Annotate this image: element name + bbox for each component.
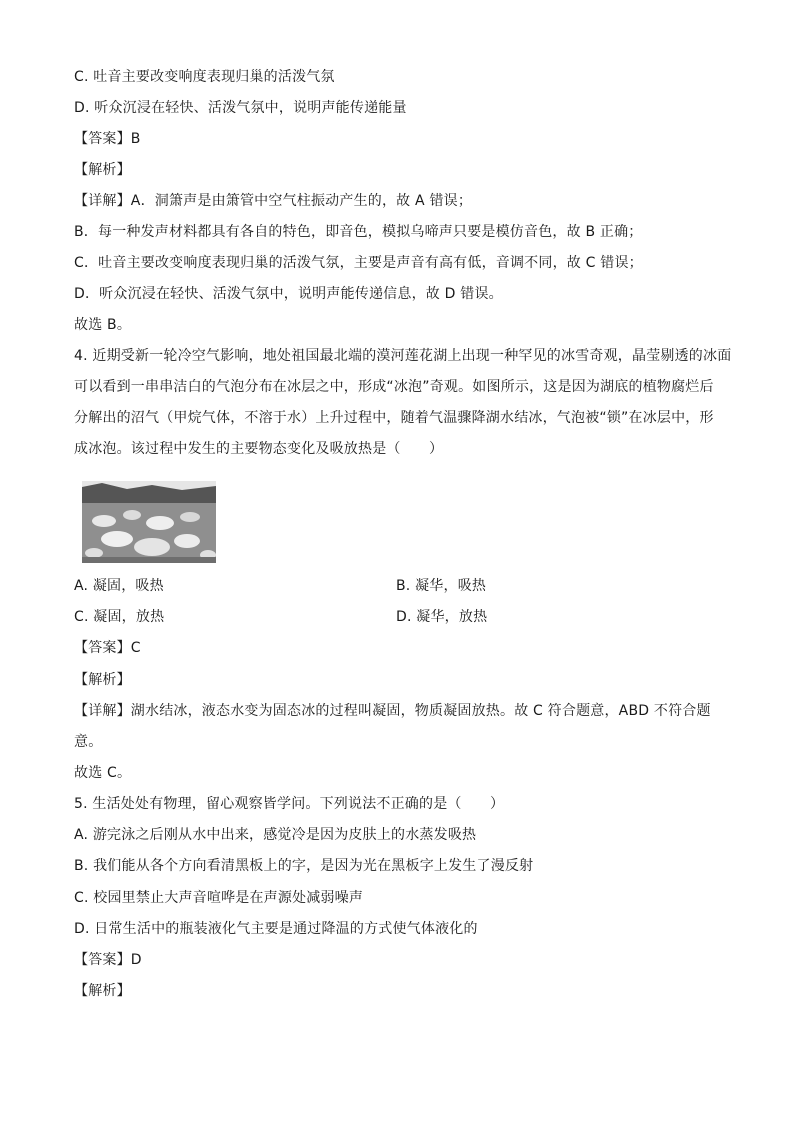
ice-bubble-photo-graphic <box>82 481 216 563</box>
q4-stem-line-4: 成冰泡。该过程中发生的主要物态变化及吸放热是（ ） <box>74 441 444 457</box>
q5-option-c: C. 校园里禁止大声音喧哗是在声源处减弱噪声 <box>74 890 364 906</box>
q4-conclusion: 故选 C。 <box>74 765 132 781</box>
q5-analysis-heading: 【解析】 <box>74 983 131 999</box>
q5-option-a: A. 游完泳之后刚从水中出来，感觉冷是因为皮肤上的水蒸发吸热 <box>74 827 477 843</box>
q3-detail-a: 【详解】A．洞箫声是由箫管中空气柱振动产生的，故 A 错误； <box>74 193 473 209</box>
q5-option-d: D. 日常生活中的瓶装液化气主要是通过降温的方式使气体液化的 <box>74 921 478 937</box>
q3-option-c: C. 吐音主要改变响度表现归巢的活泼气氛 <box>74 69 335 85</box>
ice-bubble-photo <box>82 481 216 563</box>
q4-option-d: D. 凝华，放热 <box>396 609 488 625</box>
q4-detail-line-2: 意。 <box>74 734 103 750</box>
q3-detail-b: B．每一种发声材料都具有各自的特色，即音色，模拟乌啼声只要是模仿音色，故 B 正确； <box>74 224 643 240</box>
q4-answer: 【答案】C <box>74 640 141 656</box>
q5-option-b: B. 我们能从各个方向看清黑板上的字，是因为光在黑板字上发生了漫反射 <box>74 858 534 874</box>
q3-analysis-heading: 【解析】 <box>74 162 131 178</box>
q4-detail-line-1: 【详解】湖水结冰，液态水变为固态冰的过程叫凝固，物质凝固放热。故 C 符合题意，ABD 不符合题 <box>74 703 711 719</box>
q3-option-d: D. 听众沉浸在轻快、活泼气氛中，说明声能传递能量 <box>74 100 407 116</box>
q4-analysis-heading: 【解析】 <box>74 672 131 688</box>
q5-stem: 5. 生活处处有物理，留心观察皆学问。下列说法不正确的是（ ） <box>74 796 505 812</box>
q4-stem-line-1: 4. 近期受新一轮冷空气影响，地处祖国最北端的漠河莲花湖上出现一种罕见的冰雪奇观，晶莹剔透的冰面 <box>74 348 732 364</box>
q3-detail-c: C．吐音主要改变响度表现归巢的活泼气氛，主要是声音有高有低，音调不同，故 C 错误； <box>74 255 643 271</box>
q4-option-c: C. 凝固，放热 <box>74 609 165 625</box>
q4-stem-line-2: 可以看到一串串洁白的气泡分布在冰层之中，形成“冰泡”奇观。如图所示，这是因为湖底的植物腐烂后 <box>74 379 714 395</box>
q3-conclusion: 故选 B。 <box>74 317 132 333</box>
q4-option-b: B. 凝华，吸热 <box>396 578 487 594</box>
q4-stem-line-3: 分解出的沼气（甲烷气体，不溶于水）上升过程中，随着气温骤降湖水结冰，气泡被“锁”在冰层中，形 <box>74 410 714 426</box>
q4-option-a: A. 凝固，吸热 <box>74 578 164 594</box>
q3-detail-d: D．听众沉浸在轻快、活泼气氛中，说明声能传递信息，故 D 错误。 <box>74 286 503 302</box>
q5-answer: 【答案】D <box>74 952 142 968</box>
q3-answer: 【答案】B <box>74 131 141 147</box>
